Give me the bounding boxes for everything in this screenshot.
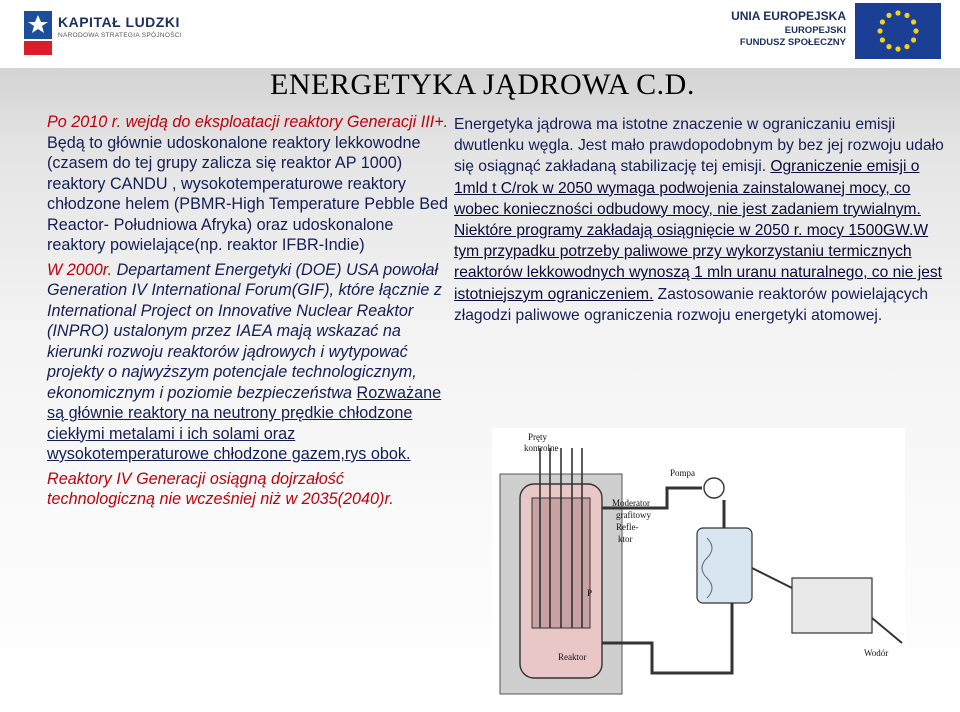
gen3-details: Będą to głównie udoskonalone reaktory lekkowodne (czasem do tej grupy zalicza się reaktor AP 1000) reaktory CANDU , wysokotemperaturowe reaktory chłodzone helem (PBMR-High Temperature Pebble Bed Reactor- Południowa Afryka) oraz udoskonalone reaktory powielające(np. reaktor IFBR-Indie) xyxy=(47,133,449,254)
eu-line2: EUROPEJSKI xyxy=(784,25,846,36)
left-paragraph-3 xyxy=(47,469,449,510)
kapital-ludzki-subtitle: NARODOWA STRATEGIA SPÓJNOŚCI xyxy=(58,32,182,39)
fuel-needs: W tym przypadku potrzeby paliwowe przy wykorzystaniu termicznych reaktorów lekkowodnych wynoszą 1 mln uranu naturalnego, co nie jest istotniejszym ograniczeniem. xyxy=(454,222,943,303)
eu-logo-text xyxy=(731,9,846,48)
gen3-intro: Po 2010 r. wejdą do eksploatacji reaktory Generacji III+. xyxy=(47,113,449,131)
reactor-diagram xyxy=(492,428,905,698)
slide-title: ENERGETYKA JĄDROWA C.D. xyxy=(270,68,695,101)
emission-limit: Ograniczenie emisji o 1mld t C/rok w 2050 wymaga podwojenia zainstalowanej mocy, co wobec konieczności odbudowy mocy, nie jest zadaniem trywialnym. xyxy=(454,158,921,218)
fast-reactors-note: Rozważane są głównie reaktory na neutrony prędkie chłodzone ciekłymi metalami i ich solami oraz wysokotemperaturowe chłodzone gazem,rys obok. xyxy=(47,383,442,463)
left-paragraph-1 xyxy=(47,112,449,256)
gif-description: Departament Energetyki (DOE) USA powołał Generation IV International Forum(GIF), które łącznie z International Project on Innovative Nuclear Reaktor (INPRO) ustalonym przez IAEA mają wskazać na kierunki rozwoju reaktorów jądrowych i wytypować projekty o najwyższym potencjale technologicznym, ekonomicznym i poziomie bezpieczeństwa xyxy=(47,260,442,402)
label-reflector-2: ktor xyxy=(618,534,633,544)
kapital-ludzki-title: KAPITAŁ LUDZKI xyxy=(58,14,180,30)
label-moderator-2: grafitowy xyxy=(616,510,651,520)
label-moderator-1: Moderator xyxy=(612,498,650,508)
label-control-rods-1: Pręty xyxy=(528,432,547,442)
left-paragraph-2 xyxy=(47,260,449,465)
label-control-rods-2: kontrolne xyxy=(524,443,559,453)
label-reactor: Reaktor xyxy=(558,652,587,662)
eu-flag-icon xyxy=(855,3,941,59)
gen4-maturity: Reaktory IV Generacji osiągną dojrzałość technologiczną nie wcześniej niż w 2035(2040)r. xyxy=(47,469,394,508)
program-goal: Niektóre programy zakładają osiągnięcie w 2050 r. mocy 1500GW. xyxy=(454,222,914,240)
header xyxy=(0,0,960,68)
left-text-column xyxy=(47,112,449,510)
label-reflector-1: Refle- xyxy=(616,522,639,532)
label-water: Wodór xyxy=(864,648,889,658)
eu-line3: FUNDUSZ SPOŁECZNY xyxy=(739,37,846,48)
year-2000: W 2000r. xyxy=(47,260,113,279)
label-pump: Pompa xyxy=(670,468,696,478)
emission-intro: Energetyka jądrowa ma istotne znaczenie w ograniczaniu emisji dwutlenku węgla. Jest mało prawdopodobnym by bez jej rozwoju udało się osiągnąć zakładaną stabilizację tej emisji. xyxy=(454,116,944,176)
eu-line1: UNIA EUROPEJSKA xyxy=(731,9,846,23)
right-text-column xyxy=(454,114,944,326)
label-p: P xyxy=(587,588,593,598)
breeder-reactors: Zastosowanie reaktorów powielających złagodzi paliwowe ograniczenia rozwoju energetyki atomowej. xyxy=(454,285,929,324)
